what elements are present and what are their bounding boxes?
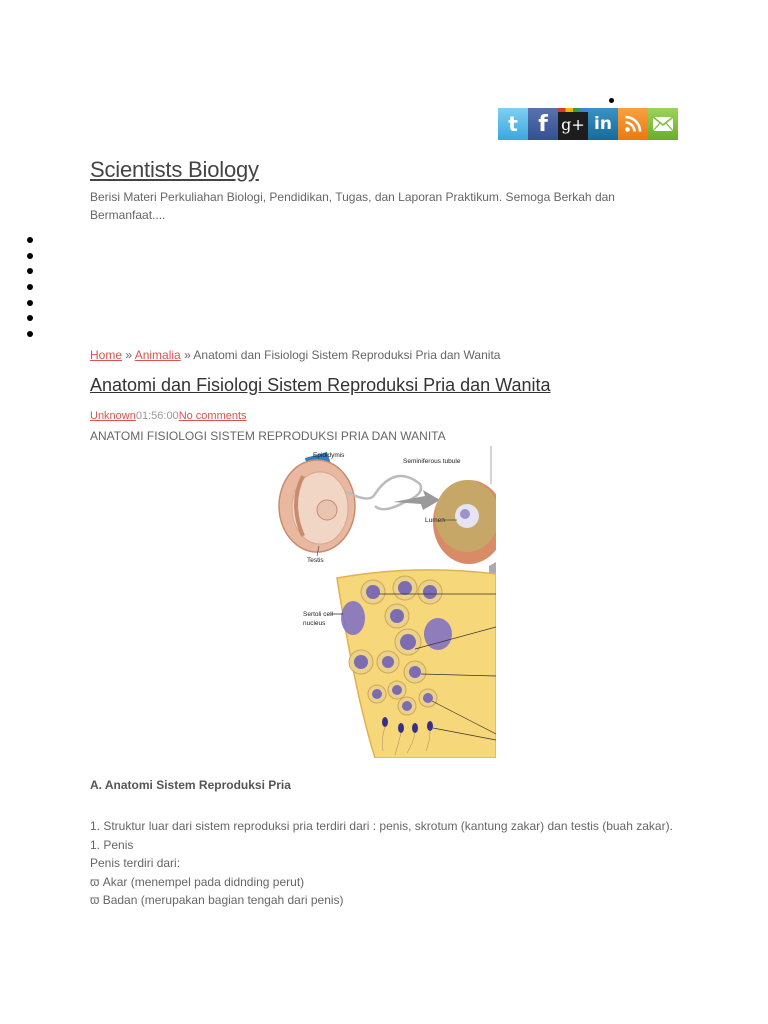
post-comments-link[interactable]: No comments	[178, 410, 247, 422]
post-meta	[90, 410, 247, 422]
breadcrumb-current: Anatomi dan Fisiologi Sistem Reproduksi Pria dan Wanita	[193, 348, 501, 362]
envelope-glyph-icon	[652, 116, 674, 132]
bullet-paragraph: ϖ Akar (menempel pada didnding perut)	[90, 874, 305, 889]
nav-item[interactable]	[27, 284, 33, 290]
svg-text:Testis: Testis	[307, 557, 324, 564]
svg-text:Seminiferous tubule: Seminiferous tubule	[403, 458, 461, 465]
nav-menu-empty	[27, 237, 33, 347]
breadcrumb-category-link[interactable]: Animalia	[134, 348, 181, 362]
svg-text:Lumen: Lumen	[425, 517, 445, 524]
testis-anatomy-figure	[275, 444, 496, 758]
post-body	[90, 817, 680, 910]
nav-item[interactable]	[27, 237, 33, 243]
site-description: Berisi Materi Perkuliahan Biologi, Pendidikan, Tugas, dan Laporan Praktikum. Semoga Berkah dan Bermanfaat....	[90, 190, 615, 222]
social-share-bar	[498, 108, 678, 140]
site-title-link[interactable]: Scientists Biology	[90, 157, 259, 182]
google-plus-icon[interactable]: g+	[558, 108, 588, 140]
stray-bullet	[609, 98, 614, 103]
twitter-icon[interactable]: t	[498, 108, 528, 140]
linkedin-icon[interactable]: in	[588, 108, 618, 140]
svg-text:nucleus: nucleus	[303, 620, 326, 627]
section-heading: A. Anatomi Sistem Reproduksi Pria	[90, 778, 291, 792]
paragraph: 1. Penis	[90, 837, 134, 852]
paragraph: 1. Struktur luar dari sistem reproduksi pria terdiri dari : penis, skrotum (kantung zakar) dan testis (buah zakar).	[90, 819, 673, 833]
breadcrumb-separator: »	[180, 348, 194, 362]
facebook-icon[interactable]: f	[528, 108, 558, 140]
post-title-link[interactable]: Anatomi dan Fisiologi Sistem Reproduksi Pria dan Wanita	[90, 375, 551, 395]
nav-item[interactable]	[27, 331, 33, 337]
post-author-link[interactable]: Unknown	[90, 410, 136, 422]
rss-glyph-icon	[624, 115, 642, 133]
svg-text:Sertoli cell: Sertoli cell	[303, 611, 333, 618]
testis-diagram-illustration	[275, 444, 496, 758]
post-time: 01:56:00	[135, 410, 179, 422]
nav-item[interactable]	[27, 253, 33, 259]
breadcrumb	[90, 348, 500, 362]
nav-item[interactable]	[27, 300, 33, 306]
email-icon[interactable]	[648, 108, 678, 140]
svg-text:Epididymis: Epididymis	[313, 452, 345, 459]
nav-item[interactable]	[27, 315, 33, 321]
breadcrumb-home-link[interactable]: Home	[90, 348, 123, 362]
breadcrumb-separator: »	[122, 348, 135, 362]
post-subtitle: ANATOMI FISIOLOGI SISTEM REPRODUKSI PRIA DAN WANITA	[90, 429, 446, 443]
bullet-paragraph: ϖ Badan (merupakan bagian tengah dari penis)	[90, 893, 344, 907]
rss-icon[interactable]	[618, 108, 648, 140]
nav-item[interactable]	[27, 268, 33, 274]
paragraph: Penis terdiri dari:	[90, 856, 181, 870]
